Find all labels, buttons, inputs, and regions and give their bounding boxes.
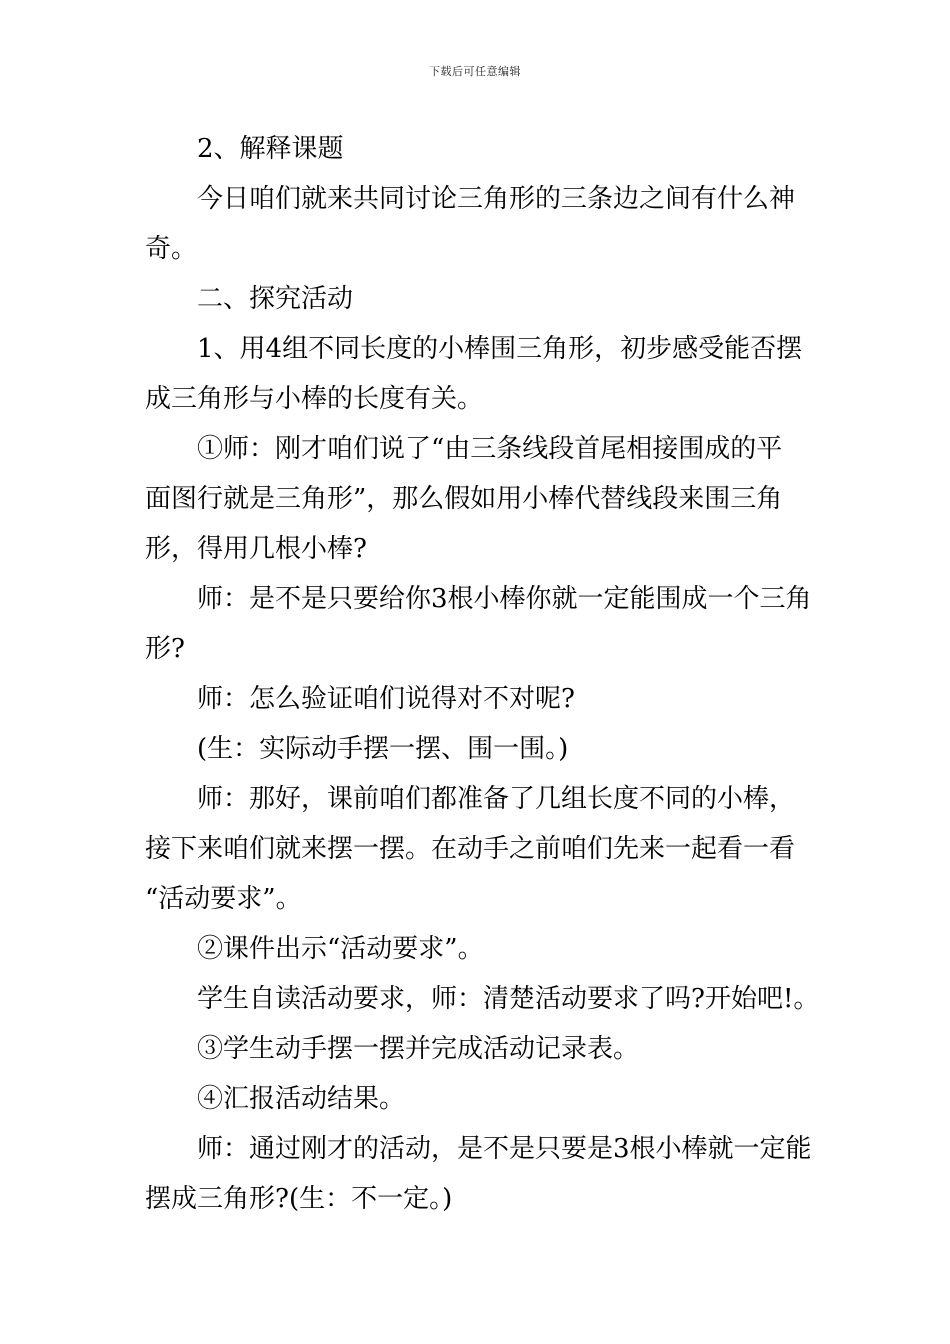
paragraph-line: 师：通过刚才的活动，是不是只要是3根小棒就一定能 [197, 1134, 812, 1164]
paragraph-line: 成三角形与小棒的长度有关。 [145, 384, 484, 414]
paragraph-line: ④汇报活动结果。 [197, 1084, 406, 1114]
paragraph-line: 奇。 [145, 234, 198, 264]
paragraph-line: 师：是不是只要给你3根小棒你就一定能围成一个三角 [197, 584, 812, 614]
paragraph-line: 形，得用几根小棒? [145, 534, 367, 564]
paragraph-line: 摆成三角形?(生：不一定。) [145, 1184, 453, 1214]
paragraph-line: 1、用4组不同长度的小棒围三角形，初步感受能否摆 [197, 334, 803, 364]
paragraph-line: ①师：刚才咱们说了“由三条线段首尾相接围成的平 [197, 434, 783, 464]
paragraph-line: 接下来咱们就来摆一摆。在动手之前咱们先来一起看一看 [145, 834, 796, 864]
heading-inquiry-activity: 二、探究活动 [197, 284, 354, 314]
page-header: 下载后可任意编辑 [429, 65, 521, 78]
document-body [145, 124, 820, 1224]
paragraph-line: 学生自读活动要求，师：清楚活动要求了吗?开始吧!。 [197, 984, 820, 1014]
paragraph-line: 面图行就是三角形”，那么假如用小棒代替线段来围三角 [145, 484, 783, 514]
paragraph-line: 形? [145, 634, 185, 664]
heading-explain-topic: 2、解释课题 [197, 134, 344, 164]
paragraph-line: ③学生动手摆一摆并完成活动记录表。 [197, 1034, 640, 1064]
paragraph-line: (生：实际动手摆一摆、围一围。) [197, 734, 569, 764]
paragraph-line: 师：怎么验证咱们说得对不对呢? [197, 684, 575, 714]
paragraph-line: 今日咱们就来共同讨论三角形的三条边之间有什么神 [197, 184, 796, 214]
paragraph-line: “活动要求”。 [145, 884, 302, 914]
paragraph-line: 师：那好，课前咱们都准备了几组长度不同的小棒， [197, 784, 796, 814]
paragraph-line: ②课件出示“活动要求”。 [197, 934, 484, 964]
